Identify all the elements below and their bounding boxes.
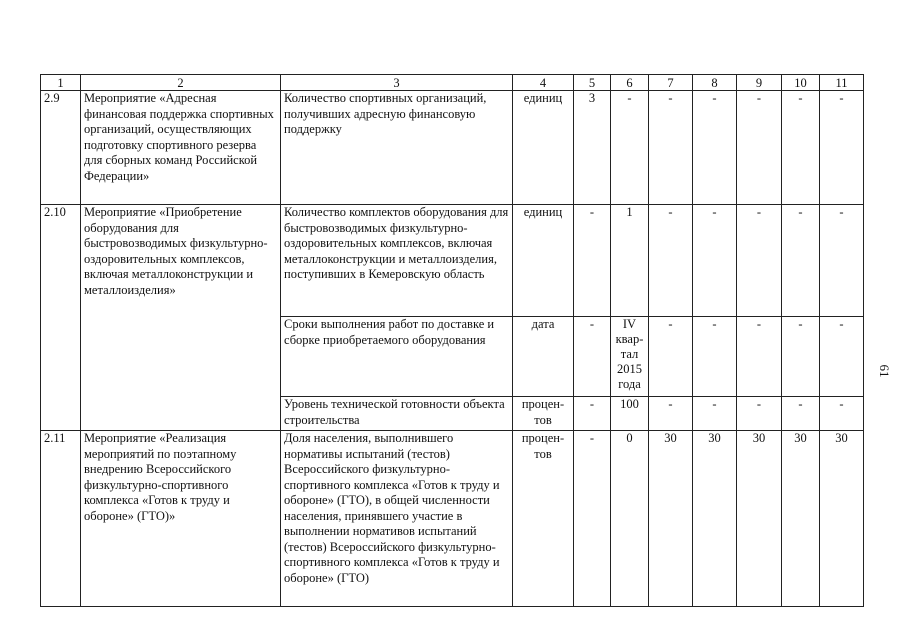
- value-cell: -: [649, 317, 693, 397]
- measures-table: [40, 74, 864, 607]
- indicator-cell: Сроки выполнения работ по доставке и сборке приобретаемого оборудования: [281, 317, 513, 397]
- value-cell: -: [693, 397, 737, 431]
- header-row: [41, 75, 864, 91]
- header-cell: 8: [693, 75, 737, 91]
- value-cell: -: [649, 205, 693, 317]
- value-cell: 0: [611, 431, 649, 607]
- value-cell: -: [649, 397, 693, 431]
- header-cell: 11: [820, 75, 864, 91]
- unit-cell: процен-тов: [513, 431, 574, 607]
- value-cell: -: [820, 91, 864, 205]
- value-cell: -: [737, 91, 782, 205]
- value-cell: -: [693, 317, 737, 397]
- header-cell: 2: [81, 75, 281, 91]
- value-cell: -: [649, 91, 693, 205]
- value-cell: -: [693, 91, 737, 205]
- value-cell: -: [737, 317, 782, 397]
- header-cell: 3: [281, 75, 513, 91]
- header-cell: 9: [737, 75, 782, 91]
- value-cell: -: [737, 205, 782, 317]
- value-cell: -: [782, 205, 820, 317]
- header-cell: 6: [611, 75, 649, 91]
- value-cell: 100: [611, 397, 649, 431]
- table-row: [41, 431, 864, 607]
- header-cell: 4: [513, 75, 574, 91]
- value-cell: -: [820, 397, 864, 431]
- unit-cell: дата: [513, 317, 574, 397]
- unit-cell: единиц: [513, 91, 574, 205]
- event-cell: Мероприятие «Реализация мероприятий по поэтапному внедрению Всероссийского физкультурно-спортивного комплекса «Готов к труду и обороне» (ГТО)»: [81, 431, 281, 607]
- header-cell: 5: [574, 75, 611, 91]
- indicator-cell: Доля населения, выполнившего нормативы испытаний (тестов) Всероссийского физкультурно-спортивного комплекса «Готов к труду и обороне» (ГТО), в общей численности населения, принявшего участие в выполнении нормативов испытаний (тестов) Всероссийского физкультурно-спортивного комплекса «Готов к труду и обороне» (ГТО): [281, 431, 513, 607]
- value-cell: -: [782, 91, 820, 205]
- value-cell: -: [693, 205, 737, 317]
- value-cell: -: [820, 205, 864, 317]
- page-number: 61: [877, 364, 892, 378]
- value-cell: 30: [649, 431, 693, 607]
- value-cell: -: [574, 317, 611, 397]
- value-cell: -: [820, 317, 864, 397]
- unit-cell: единиц: [513, 205, 574, 317]
- unit-cell: процен-тов: [513, 397, 574, 431]
- header-cell: 10: [782, 75, 820, 91]
- value-cell: 30: [820, 431, 864, 607]
- value-cell: -: [574, 205, 611, 317]
- indicator-cell: Количество спортивных организаций, получивших адресную финансовую поддержку: [281, 91, 513, 205]
- header-cell: 7: [649, 75, 693, 91]
- row-number: 2.11: [41, 431, 81, 607]
- value-cell: -: [574, 397, 611, 431]
- row-number: 2.10: [41, 205, 81, 431]
- indicator-cell: Количество комплектов оборудования для быстровозводимых физкультурно-оздоровительных комплексов, включая металлоконструкции и металлоизделия, поступивших в Кемеровскую область: [281, 205, 513, 317]
- header-cell: 1: [41, 75, 81, 91]
- value-cell: 3: [574, 91, 611, 205]
- event-cell: Мероприятие «Адресная финансовая поддержка спортивных организаций, осуществляющих подготовку спортивного резерва для сборных команд Российской Федерации»: [81, 91, 281, 205]
- value-cell: -: [782, 317, 820, 397]
- value-cell: -: [737, 397, 782, 431]
- value-cell: 30: [782, 431, 820, 607]
- table-row: [41, 91, 864, 205]
- value-cell: 30: [693, 431, 737, 607]
- value-cell: 1: [611, 205, 649, 317]
- value-cell: IV квар-тал 2015 года: [611, 317, 649, 397]
- table-row: [41, 205, 864, 317]
- event-cell: Мероприятие «Приобретение оборудования для быстровозводимых физкультурно-оздоровительных комплексов, включая металлоконструкции и металлоизделия»: [81, 205, 281, 431]
- value-cell: -: [611, 91, 649, 205]
- value-cell: -: [574, 431, 611, 607]
- row-number: 2.9: [41, 91, 81, 205]
- indicator-cell: Уровень технической готовности объекта строительства: [281, 397, 513, 431]
- value-cell: -: [782, 397, 820, 431]
- value-cell: 30: [737, 431, 782, 607]
